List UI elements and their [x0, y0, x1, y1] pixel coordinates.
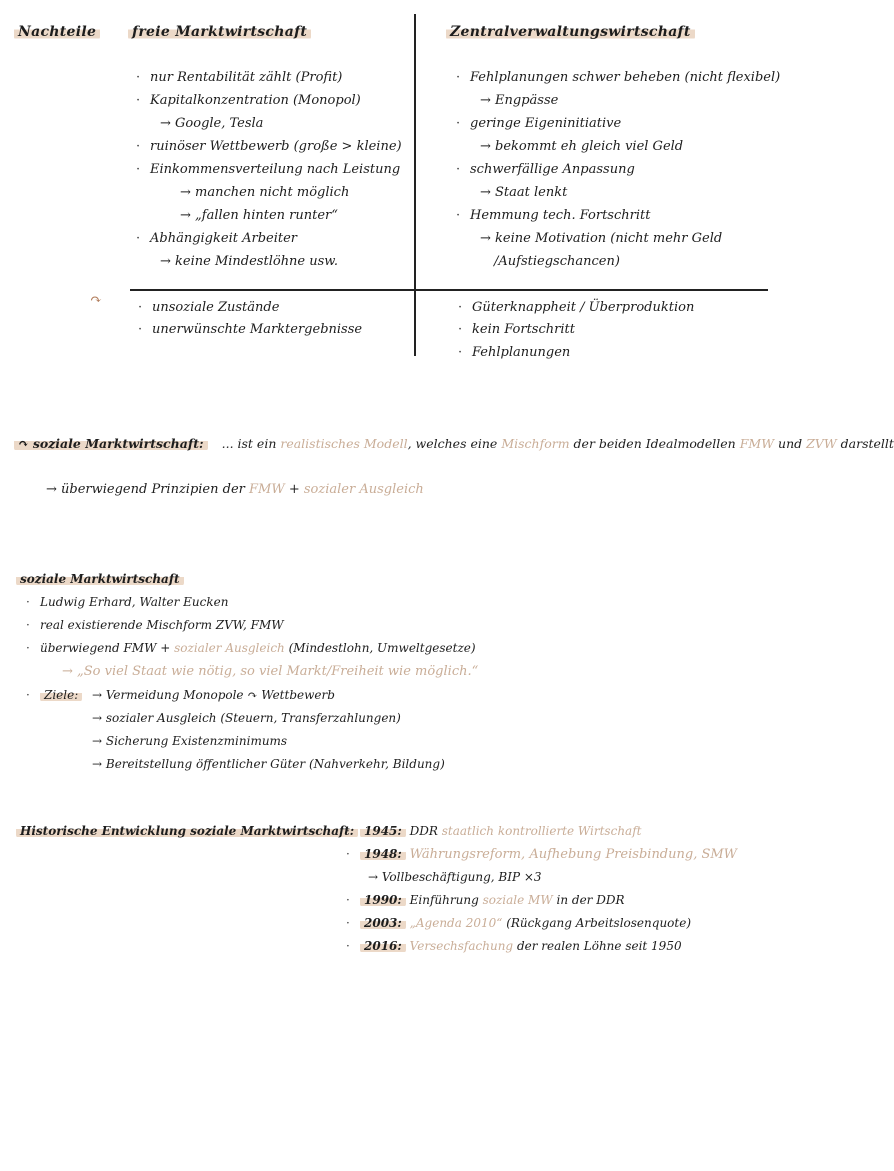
- result-arrow-icon: ↷: [90, 292, 102, 308]
- list-item: → keine Motivation (nicht mehr Geld: [480, 231, 723, 246]
- definition-text: ... ist ein: [221, 436, 277, 451]
- history-event: [360, 916, 691, 930]
- list-item: · kein Fortschritt: [472, 322, 575, 337]
- history-highlight: „Agenda 2010“: [409, 916, 503, 930]
- goals-label: [40, 688, 82, 702]
- smw-quote: → „So viel Staat wie nötig, so viel Markt/Freiheit wie möglich.“: [62, 664, 479, 679]
- history-title: Historische Entwicklung soziale Marktwirtschaft:: [16, 824, 358, 838]
- list-item: → Bereitstellung öffentlicher Güter (Nahverkehr, Bildung): [92, 757, 445, 771]
- history-event: [360, 893, 625, 907]
- list-item: → sozialer Ausgleich (Steuern, Transferzahlungen): [92, 711, 401, 725]
- definition-text: , welches eine: [407, 436, 498, 451]
- smw-highlight: sozialer Ausgleich: [174, 641, 285, 655]
- list-item: · unerwünschte Marktergebnisse: [152, 322, 362, 337]
- history-event: [360, 939, 682, 953]
- history-text: der realen Löhne seit 1950: [516, 939, 682, 953]
- history-year: 1990:: [360, 893, 406, 907]
- list-item: · Kapitalkonzentration (Monopol): [150, 93, 361, 108]
- table-horizontal-divider: [130, 289, 768, 291]
- nachteile-label: Nachteile: [14, 24, 100, 40]
- history-text: in der DDR: [556, 893, 625, 907]
- list-item: · schwerfällige Anpassung: [470, 162, 635, 177]
- history-year: 2003:: [360, 916, 406, 930]
- history-year: 1945:: [360, 824, 406, 838]
- list-item: · Einkommensverteilung nach Leistung: [150, 162, 400, 177]
- list-item: → manchen nicht möglich: [180, 185, 350, 200]
- definition-highlight: FMW: [739, 436, 775, 451]
- list-item: · Fehlplanungen: [472, 345, 570, 360]
- list-item: · Fehlplanungen schwer beheben (nicht flexibel): [470, 70, 780, 85]
- list-item: → Engpässe: [480, 93, 559, 108]
- definition-subline: [46, 482, 424, 497]
- list-item: · Ludwig Erhard, Walter Eucken: [40, 595, 228, 609]
- definition-text: +: [288, 482, 300, 497]
- list-item: · Güterknappheit / Überproduktion: [472, 300, 694, 315]
- history-highlight: soziale MW: [482, 893, 553, 907]
- list-item: · Hemmung tech. Fortschritt: [470, 208, 650, 223]
- history-highlight: Versechsfachung: [409, 939, 514, 953]
- history-text: Einführung: [409, 893, 479, 907]
- list-item: · geringe Eigeninitiative: [470, 116, 621, 131]
- zvw-column-title: Zentralverwaltungswirtschaft: [446, 24, 695, 40]
- history-text: DDR: [409, 824, 438, 838]
- list-item: → Sicherung Existenzminimums: [92, 734, 288, 748]
- history-text: (Rückgang Arbeitslosenquote): [506, 916, 691, 930]
- definition-highlight: sozialer Ausgleich: [303, 482, 424, 497]
- list-item: · ruinöser Wettbewerb (große > kleine): [150, 139, 402, 154]
- definition-label: ↷ soziale Marktwirtschaft:: [14, 436, 208, 451]
- history-year: 1948:: [360, 847, 406, 861]
- definition-text: der beiden Idealmodellen: [573, 436, 736, 451]
- list-item: → keine Mindestlöhne usw.: [160, 254, 339, 269]
- history-year: 2016:: [360, 939, 406, 953]
- definition-highlight: Mischform: [501, 436, 570, 451]
- list-item: · nur Rentabilität zählt (Profit): [150, 70, 342, 85]
- smw-text: überwiegend FMW +: [40, 641, 171, 655]
- history-subline: → Vollbeschäftigung, BIP ×3: [368, 870, 542, 884]
- definition-text: → überwiegend Prinzipien der: [46, 482, 245, 497]
- list-item: [40, 641, 476, 655]
- smw-text: (Mindestlohn, Umweltgesetze): [288, 641, 476, 655]
- definition-highlight: FMW: [249, 482, 285, 497]
- definition-highlight: ZVW: [806, 436, 837, 451]
- list-item: /Aufstiegschancen): [494, 254, 620, 269]
- list-item: → „fallen hinten runter“: [180, 208, 338, 223]
- history-highlight: staatlich kontrollierte Wirtschaft: [441, 824, 642, 838]
- definition-text: und: [778, 436, 803, 451]
- list-item: → Staat lenkt: [480, 185, 568, 200]
- list-item: · Abhängigkeit Arbeiter: [150, 231, 297, 246]
- list-item: → bekommt eh gleich viel Geld: [480, 139, 684, 154]
- definition-highlight: realistisches Modell: [280, 436, 408, 451]
- list-item: · real existierende Mischform ZVW, FMW: [40, 618, 284, 632]
- list-item: → Google, Tesla: [160, 116, 264, 131]
- definition-line: [14, 436, 894, 451]
- history-event: [360, 824, 641, 838]
- definition-text: darstellt: [840, 436, 894, 451]
- list-item: → Vermeidung Monopole ↷ Wettbewerb: [92, 688, 335, 702]
- history-highlight: Währungsreform, Aufhebung Preisbindung, SMW: [409, 847, 738, 862]
- list-item: · unsoziale Zustände: [152, 300, 279, 315]
- history-event: [360, 847, 737, 862]
- smw-title: soziale Marktwirtschaft: [16, 572, 184, 586]
- goals-label-text: Ziele:: [40, 688, 82, 702]
- table-vertical-divider: [414, 14, 416, 356]
- fmw-column-title: freie Marktwirtschaft: [128, 24, 311, 40]
